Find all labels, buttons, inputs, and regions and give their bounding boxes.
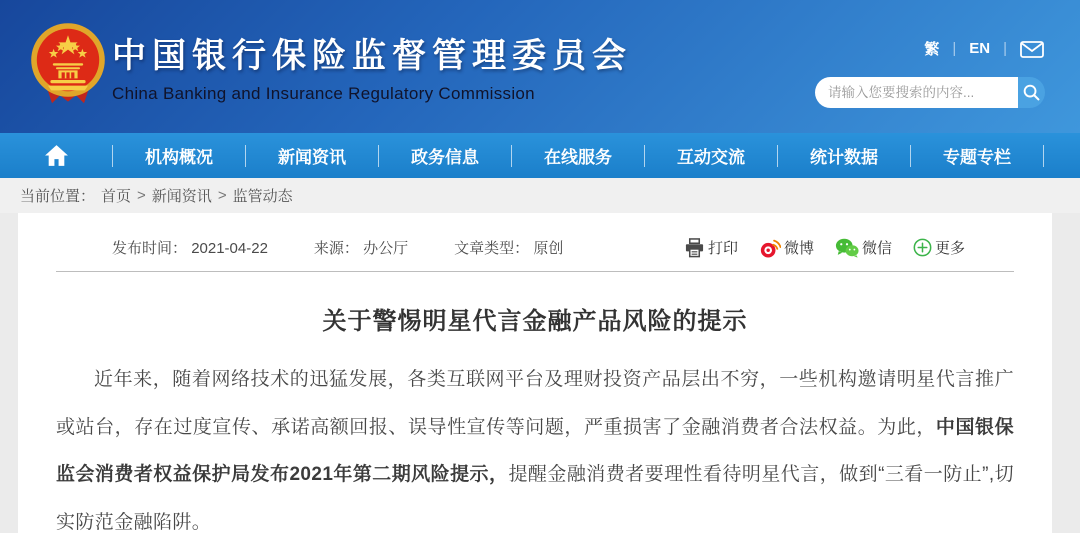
breadcrumb-news-link[interactable]: 新闻资讯 (151, 188, 212, 205)
nav-item-zhuanti[interactable]: 专题专栏 (943, 148, 1011, 167)
breadcrumb-separator: > (137, 187, 146, 204)
site-title: 中国银行保险监督管理委员会 (112, 37, 632, 75)
paragraph-segment: 提醒金融消费者要理性看待明星代言，做到“三看一防止”,切实防范金融陷阱。 (56, 464, 1014, 533)
nav-separator (1043, 145, 1044, 167)
lang-bar (924, 38, 1044, 59)
national-emblem-icon (28, 20, 108, 108)
mail-icon[interactable] (1020, 41, 1044, 58)
nav-item-xinwen[interactable]: 新闻资讯 (278, 148, 346, 167)
plus-icon (913, 238, 932, 257)
lang-english-link[interactable]: EN (969, 40, 991, 57)
article-card (18, 213, 1052, 533)
breadcrumb-separator: > (217, 187, 227, 204)
meta-value: 2021-04-22 (191, 240, 268, 257)
breadcrumb-home-link[interactable]: 首页 (101, 188, 132, 205)
share-label: 微信 (861, 240, 892, 257)
paragraph-segment-bold: 中国银保监会消费者权益保护局发布2021年第二期风险提示， (56, 416, 1014, 485)
nav-home-button[interactable] (0, 144, 112, 167)
search-button[interactable] (1018, 77, 1045, 108)
meta-divider (56, 271, 1014, 272)
nav-item-jigou[interactable]: 机构概况 (145, 148, 213, 167)
share-label: 打印 (707, 240, 738, 257)
article-title: 关于警惕明星代言金融产品风险的提示 (322, 308, 748, 335)
share-label: 更多 (934, 240, 965, 257)
share-toolbar (684, 237, 965, 258)
site-subtitle: China Banking and Insurance Regulatory Commission (112, 84, 535, 103)
meta-label: 文章类型： (454, 240, 530, 257)
paragraph-segment: 近年来，随着网络技术的迅猛发展，各类互联网平台及理财投资产品层出不穷，一些机构邀请明星代言推广或站台，存在过度宣传、承诺高额回报、误导性宣传等问题，严重损害了金融消费者合法权益。为此， (56, 369, 1014, 438)
meta-article-type (454, 237, 563, 258)
site-title-block (112, 28, 632, 104)
meta-label: 来源： (313, 240, 359, 257)
more-share-button[interactable] (913, 237, 965, 258)
lang-separator: | (1003, 40, 1007, 57)
search-bar (815, 77, 1045, 108)
search-input[interactable] (815, 77, 1018, 108)
meta-value: 办公厅 (363, 240, 409, 257)
breadcrumb-label: 当前位置： (20, 188, 96, 205)
main-nav (0, 133, 1080, 178)
article-meta-row (18, 213, 1052, 271)
lang-separator: | (952, 40, 957, 57)
meta-label: 发布时间： (112, 240, 188, 257)
site-header (0, 0, 1080, 133)
lang-traditional-link[interactable]: 繁 (924, 41, 940, 58)
article-paragraph (56, 356, 1014, 533)
weibo-icon (759, 237, 781, 258)
meta-publish-time (112, 237, 268, 258)
meta-value: 原创 (533, 240, 564, 257)
nav-item-zhengwu[interactable]: 政务信息 (411, 148, 479, 167)
nav-item-zaixian[interactable]: 在线服务 (544, 148, 612, 167)
breadcrumb (0, 178, 1080, 213)
home-icon (44, 144, 69, 167)
wechat-icon (835, 237, 859, 258)
printer-icon (684, 238, 705, 258)
breadcrumb-current-link[interactable]: 监管动态 (232, 188, 293, 205)
share-label: 微博 (783, 240, 814, 257)
nav-item-hudong[interactable]: 互动交流 (677, 148, 745, 167)
nav-item-tongji[interactable]: 统计数据 (810, 148, 878, 167)
article-meta (112, 237, 563, 258)
meta-source (314, 237, 408, 258)
print-button[interactable] (684, 237, 738, 258)
search-icon (1022, 83, 1041, 102)
wechat-share-button[interactable] (835, 237, 892, 258)
weibo-share-button[interactable] (759, 237, 814, 258)
